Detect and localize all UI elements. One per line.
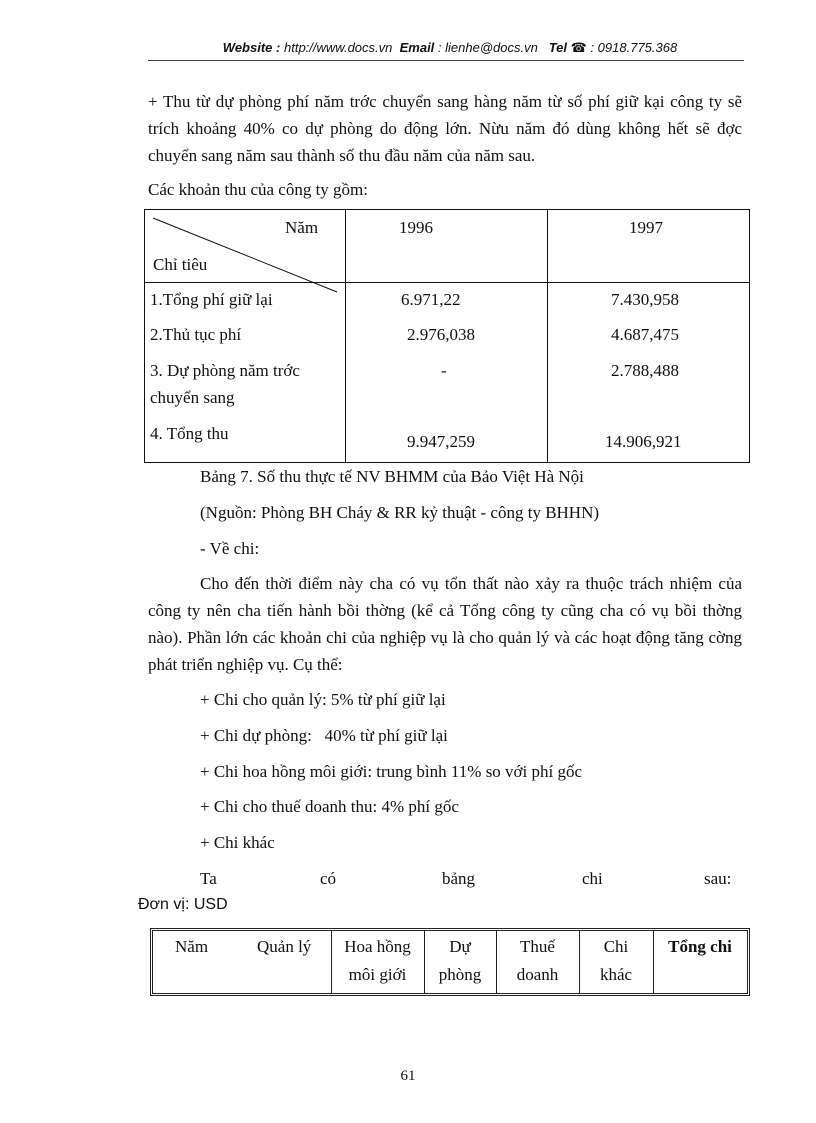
row-value: 4.687,475	[611, 325, 679, 344]
year-1997: 1997	[629, 218, 663, 237]
col-header-year: Năm	[175, 937, 209, 956]
row-value: 14.906,921	[605, 432, 682, 451]
row-label: chuyển sang	[150, 388, 235, 407]
header-year-label: Năm	[285, 218, 319, 237]
col-header-line: phòng	[438, 965, 482, 984]
row-label: 3. Dự phòng năm trớc	[150, 361, 300, 380]
col-header-line: Thuế	[520, 937, 555, 956]
row-value: 2.976,038	[407, 325, 475, 344]
expense-item: + Chi cho quản lý: 5% từ phí giữ lại	[200, 690, 446, 709]
email-label: Email	[399, 40, 435, 55]
row-value: 2.788,488	[611, 361, 679, 380]
row-label: 4. Tổng thu	[150, 424, 229, 443]
col-header-total: Tổng chi	[668, 937, 732, 956]
row-label: 1.Tổng phí giữ lại	[150, 290, 273, 309]
expense-item: + Chi khác	[200, 833, 275, 852]
revenue-table	[144, 209, 750, 463]
table-lead-word: Ta	[200, 869, 217, 888]
table-lead-word: chi	[582, 869, 603, 888]
expense-item: + Chi dự phòng: 40% từ phí giữ lại	[200, 726, 448, 745]
table-divider	[345, 210, 346, 462]
email-value[interactable]: : lienhe@docs.vn	[437, 40, 538, 55]
year-1996: 1996	[399, 218, 433, 237]
row-value: -	[441, 361, 447, 380]
expense-item: + Chi cho thuế doanh thu: 4% phí gốc	[200, 797, 459, 816]
table-lead-word: sau:	[704, 869, 732, 888]
col-header-commission	[331, 933, 424, 989]
row-value: 9.947,259	[407, 432, 475, 451]
tel-label: Tel	[548, 40, 567, 55]
col-header-line: Dự	[449, 937, 471, 956]
expenses-paragraph: Cho đến thời điểm này cha có vụ tổn thất nào xảy ra thuộc trách nhiệm của công ty nên cha tiến hành bồi thờng (kể cả Tổng công ty cũng cha có vụ bồi thờng nào). Phần lớn các khoản chi của nghiệp vụ là cho quản lý và các hoạt động tăng cờng phát triển nghiệp vụ. Cụ thể:	[148, 574, 742, 674]
col-header-line: doanh	[516, 965, 559, 984]
row-value: 6.971,22	[401, 290, 461, 309]
page-number: 61	[400, 1068, 416, 1084]
col-header-line: môi giới	[348, 965, 407, 984]
header-item-label: Chỉ tiêu	[153, 255, 208, 274]
table-lead-word: có	[320, 869, 337, 888]
header-rule	[148, 60, 744, 61]
phone-icon: ☎	[570, 40, 587, 55]
expenses-heading: - Về chi:	[200, 539, 260, 558]
row-label: 2.Thủ tục phí	[150, 325, 242, 344]
expense-item: + Chi hoa hồng môi giới: trung bình 11% so với phí gốc	[200, 762, 583, 781]
tel-value: : 0918.775.368	[590, 40, 678, 55]
table-divider	[547, 210, 548, 462]
website-label: Website :	[222, 40, 281, 55]
col-header-tax	[496, 933, 579, 989]
col-header-line: Chi	[603, 937, 629, 956]
col-header-management: Quản lý	[257, 937, 312, 956]
table-source: (Nguồn: Phòng BH Cháy & RR kỷ thuật - công ty BHHN)	[200, 503, 600, 522]
table-caption: Bảng 7. Số thu thực tế NV BHMM của Bảo Việt Hà Nội	[200, 467, 584, 486]
website-value[interactable]: http://www.docs.vn	[283, 40, 393, 55]
col-header-reserve	[424, 933, 496, 989]
col-header-other	[579, 933, 653, 989]
col-header-line: khác	[599, 965, 633, 984]
col-header-line: Hoa hồng	[344, 937, 411, 956]
unit-label: Đơn vị: USD	[138, 896, 228, 913]
page-header	[150, 40, 750, 56]
revenue-lead: Các khoản thu của công ty gồm:	[148, 180, 369, 199]
row-value: 7.430,958	[611, 290, 679, 309]
intro-paragraph: + Thu từ dự phòng phí năm trớc chuyển sang hàng năm từ số phí giữ kại công ty sẽ trích khoảng 40% co dự phòng do động lớn. Nừu năm đó dùng không hết sẽ đợc chuyển sang năm sau thành số thu đầu năm của năm sau.	[148, 92, 742, 165]
expense-table	[150, 928, 750, 996]
table-lead-word: bảng	[442, 869, 476, 888]
